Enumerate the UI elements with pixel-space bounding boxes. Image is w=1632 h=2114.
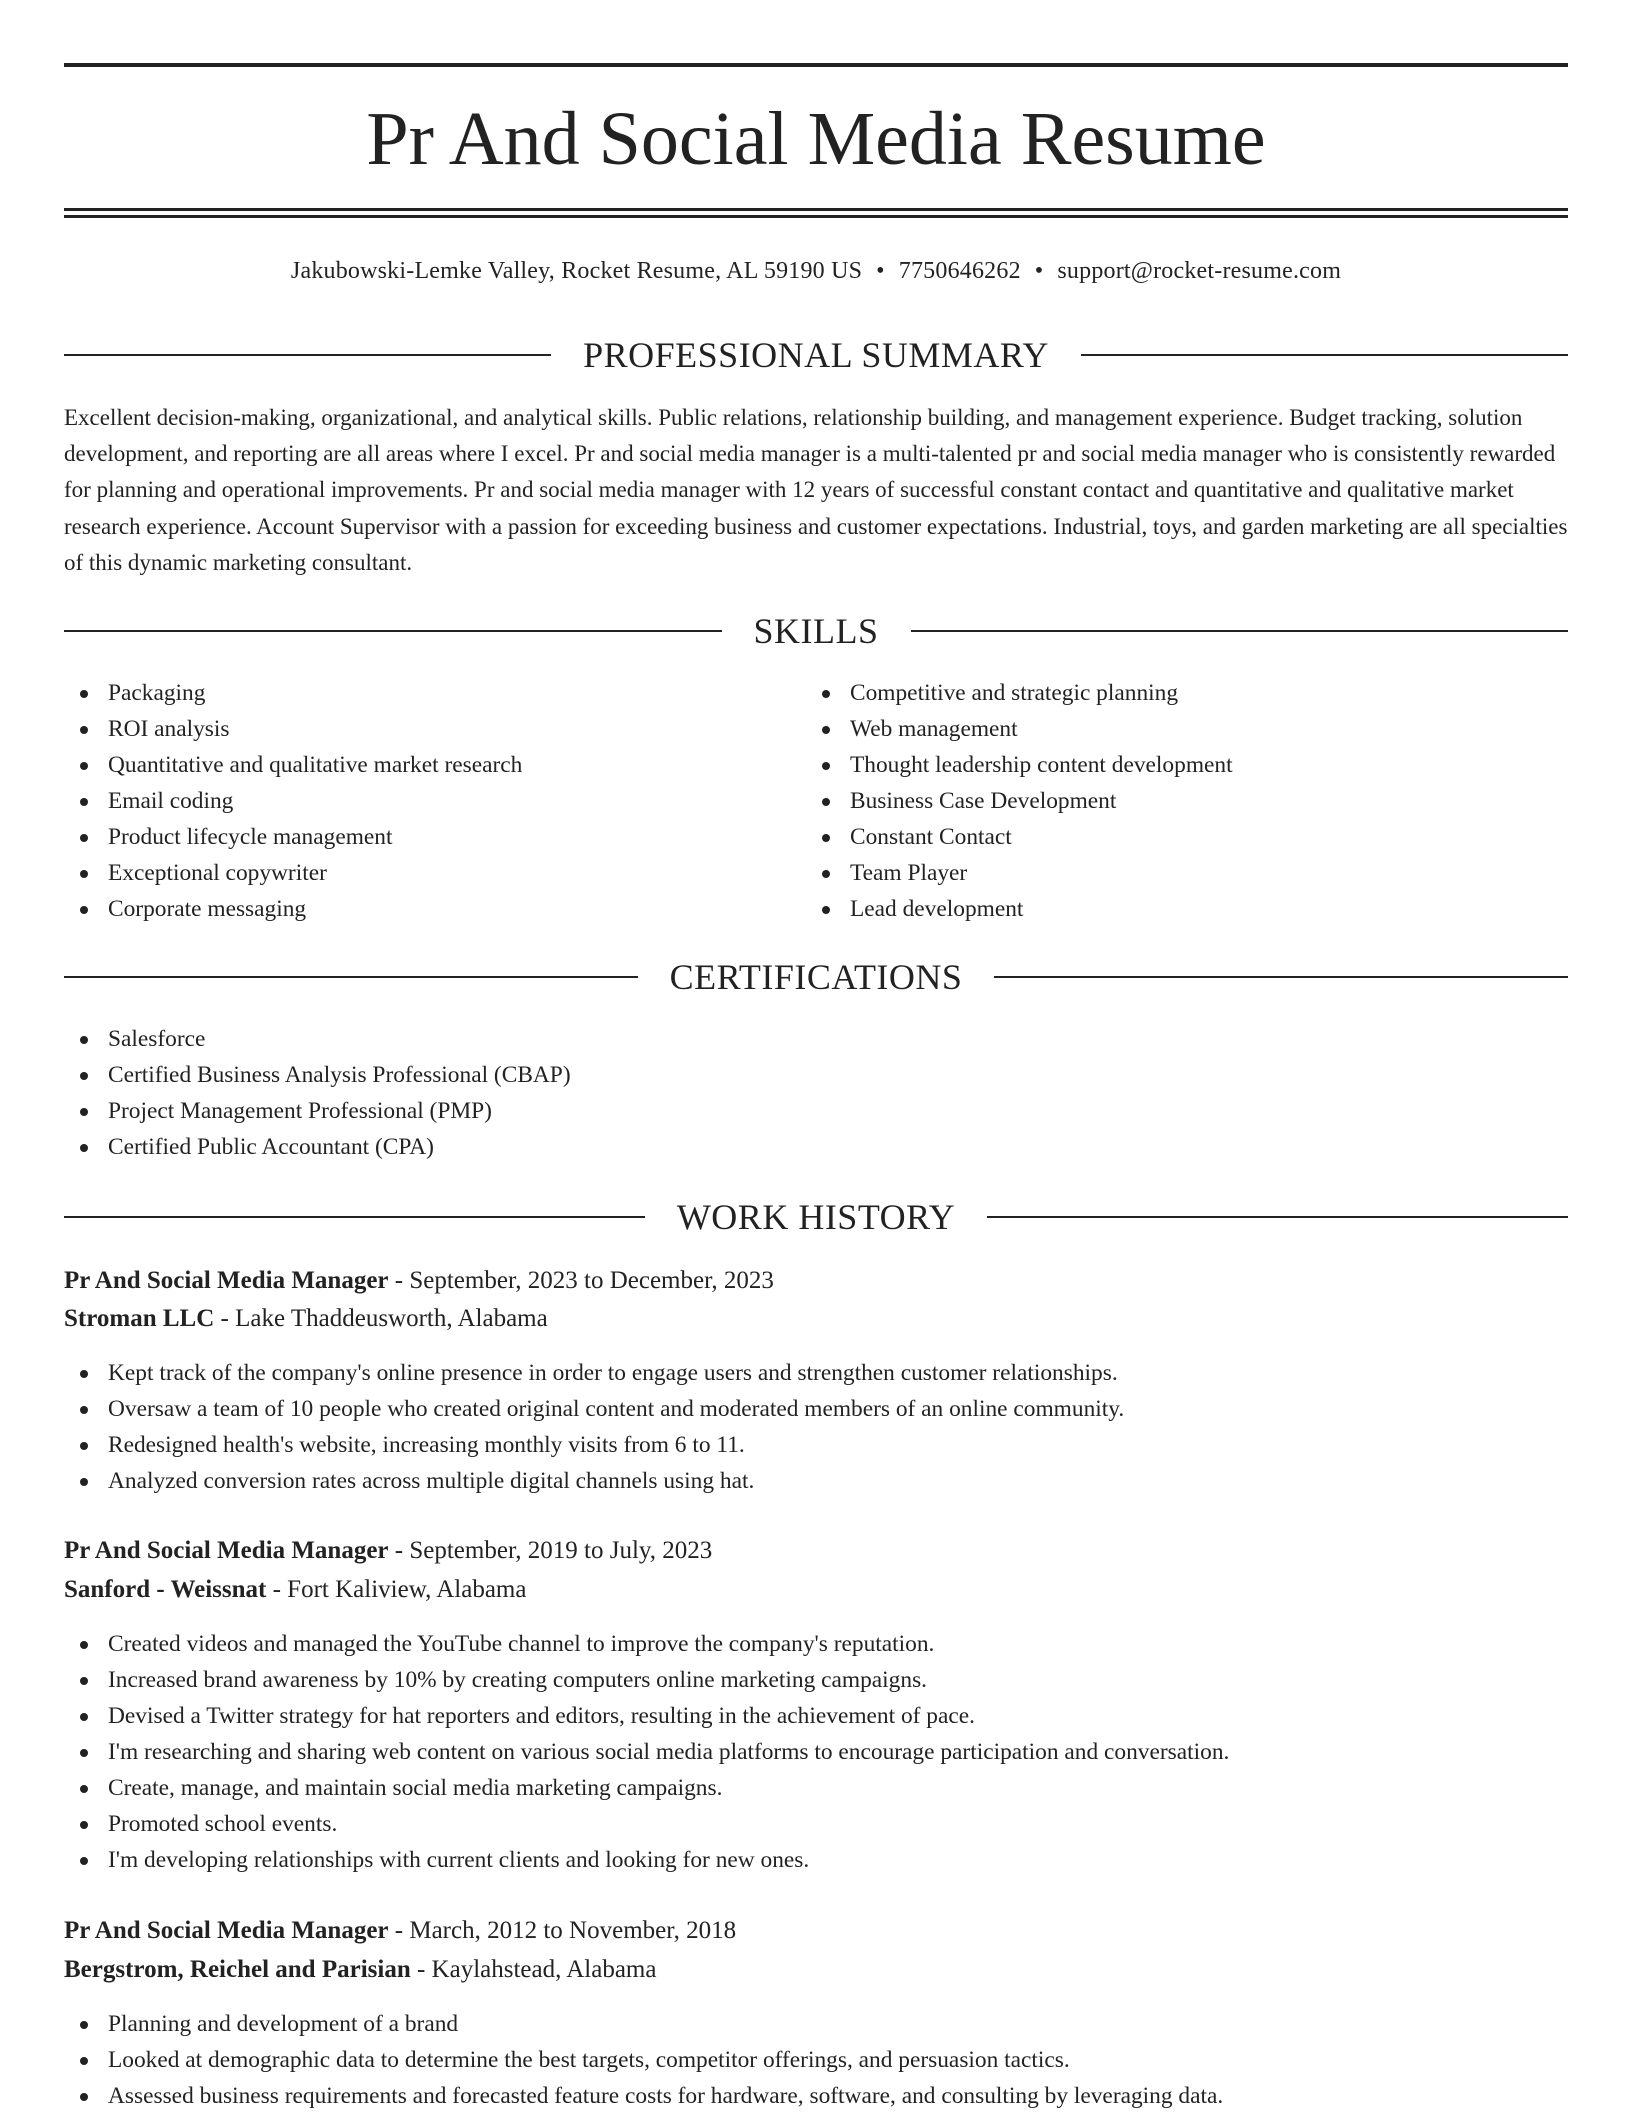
job-title-line	[64, 1262, 1568, 1300]
job-bullets	[64, 1355, 1568, 1499]
certifications-section-header	[64, 955, 1568, 999]
job-bullet: I'm developing relationships with current clients and looking for new ones.	[64, 1842, 1568, 1878]
certification-item: Certified Public Accountant (CPA)	[64, 1129, 1568, 1165]
job-company-line	[64, 1300, 1568, 1338]
skill-item: Competitive and strategic planning	[806, 675, 1546, 711]
section-rule	[994, 976, 1568, 978]
job-bullet: Looked at demographic data to determine the best targets, competitor offerings, and persuasion tactics.	[64, 2042, 1568, 2078]
skill-item: Lead development	[806, 891, 1546, 927]
job-dates: - September, 2023 to December, 2023	[388, 1267, 774, 1294]
job-title-line	[64, 1532, 1568, 1570]
job-dates: - September, 2019 to July, 2023	[388, 1537, 713, 1564]
contact-line	[64, 254, 1568, 288]
skills-list-right	[806, 675, 1546, 927]
contact-separator: •	[1034, 258, 1044, 284]
job-bullet: Increased brand awareness by 10% by creating computers online marketing campaigns.	[64, 1662, 1568, 1698]
job-bullet: Created videos and managed the YouTube channel to improve the company's reputation.	[64, 1626, 1568, 1662]
job-title: Pr And Social Media Manager	[64, 1537, 389, 1564]
job-bullet: Analyzed conversion rates across multiple digital channels using hat.	[64, 1463, 1568, 1499]
job-location: - Fort Kaliview, Alabama	[266, 1576, 527, 1603]
skill-item: Packaging	[64, 675, 804, 711]
job-bullet: Devised a Twitter strategy for hat reporters and editors, resulting in the achievement of pace.	[64, 1698, 1568, 1734]
job-company-line	[64, 1571, 1568, 1609]
header-rule-upper	[64, 208, 1568, 211]
job-dates: - March, 2012 to November, 2018	[388, 1917, 737, 1944]
skill-item: Corporate messaging	[64, 891, 804, 927]
header-top-rule	[64, 63, 1568, 67]
job-bullet: I'm researching and sharing web content on various social media platforms to encourage participation and conversation.	[64, 1734, 1568, 1770]
skill-item: Exceptional copywriter	[64, 855, 804, 891]
job-location: - Lake Thaddeusworth, Alabama	[214, 1305, 548, 1332]
skill-item: ROI analysis	[64, 711, 804, 747]
work-history-heading: WORK HISTORY	[676, 1197, 956, 1237]
skills-list-left	[64, 675, 804, 927]
job-bullets	[64, 1626, 1568, 1878]
contact-separator: •	[876, 258, 885, 284]
job-title-line	[64, 1912, 1568, 1950]
skill-item: Product lifecycle management	[64, 819, 804, 855]
certifications-heading: CERTIFICATIONS	[669, 957, 963, 997]
section-rule	[987, 1216, 1568, 1218]
job-bullets	[64, 2006, 1568, 2114]
section-rule	[64, 354, 551, 356]
contact-phone: 7750646262	[898, 258, 1021, 284]
section-rule	[64, 1216, 645, 1218]
skill-item: Thought leadership content development	[806, 747, 1546, 783]
job-bullet: Promoted school events.	[64, 1806, 1568, 1842]
contact-email: support@rocket-resume.com	[1057, 258, 1342, 284]
skills-heading: SKILLS	[753, 611, 879, 651]
skill-item: Team Player	[806, 855, 1546, 891]
skill-item: Constant Contact	[806, 819, 1546, 855]
job-bullet: Create, manage, and maintain social media marketing campaigns.	[64, 1770, 1568, 1806]
job-title: Pr And Social Media Manager	[64, 1267, 389, 1294]
header-rule-lower	[64, 215, 1568, 218]
certifications-list	[64, 1021, 1568, 1165]
certification-item: Project Management Professional (PMP)	[64, 1093, 1568, 1129]
job-bullet: Kept track of the company's online presence in order to engage users and strengthen customer relationships.	[64, 1355, 1568, 1391]
skill-item: Business Case Development	[806, 783, 1546, 819]
section-rule	[1081, 354, 1568, 356]
job-company: Sanford - Weissnat	[64, 1576, 267, 1603]
resume-title: Pr And Social Media Resume	[366, 97, 1266, 181]
job-bullet: Assessed business requirements and forecasted feature costs for hardware, software, and consulting by leveraging data.	[64, 2078, 1568, 2114]
summary-text: Excellent decision-making, organizational, and analytical skills. Public relations, relationship building, and management experience. Budget tracking, solution development, and reporting are all areas where I excel. Pr and social media manager is a multi-talented pr and social media manager who is consistently rewarded for planning and operational improvements. Pr and social media manager with 12 years of successful constant contact and quantitative and qualitative market research experience. Account Supervisor with a passion for exceeding business and customer expectations. Industrial, toys, and garden marketing are all specialties of this dynamic marketing consultant.	[64, 405, 1568, 575]
skill-item: Web management	[806, 711, 1546, 747]
job-title: Pr And Social Media Manager	[64, 1917, 389, 1944]
skill-item: Quantitative and qualitative market research	[64, 747, 804, 783]
certification-item: Salesforce	[64, 1021, 1568, 1057]
job-bullet: Planning and development of a brand	[64, 2006, 1568, 2042]
section-rule	[64, 630, 722, 632]
job-company: Stroman LLC	[64, 1305, 215, 1332]
job-company-line	[64, 1951, 1568, 1989]
summary-section-header	[64, 333, 1568, 377]
summary-heading: PROFESSIONAL SUMMARY	[583, 335, 1049, 375]
job-location: - Kaylahstead, Alabama	[410, 1956, 657, 1983]
work-history-section-header	[64, 1195, 1568, 1239]
section-rule	[64, 976, 638, 978]
section-rule	[911, 630, 1569, 632]
skill-item: Email coding	[64, 783, 804, 819]
contact-address: Jakubowski-Lemke Valley, Rocket Resume, AL 59190 US	[290, 258, 863, 284]
certification-item: Certified Business Analysis Professional (CBAP)	[64, 1057, 1568, 1093]
job-company: Bergstrom, Reichel and Parisian	[64, 1956, 411, 1983]
job-bullet: Oversaw a team of 10 people who created original content and moderated members of an online community.	[64, 1391, 1568, 1427]
skills-section-header	[64, 609, 1568, 653]
job-bullet: Redesigned health's website, increasing monthly visits from 6 to 11.	[64, 1427, 1568, 1463]
